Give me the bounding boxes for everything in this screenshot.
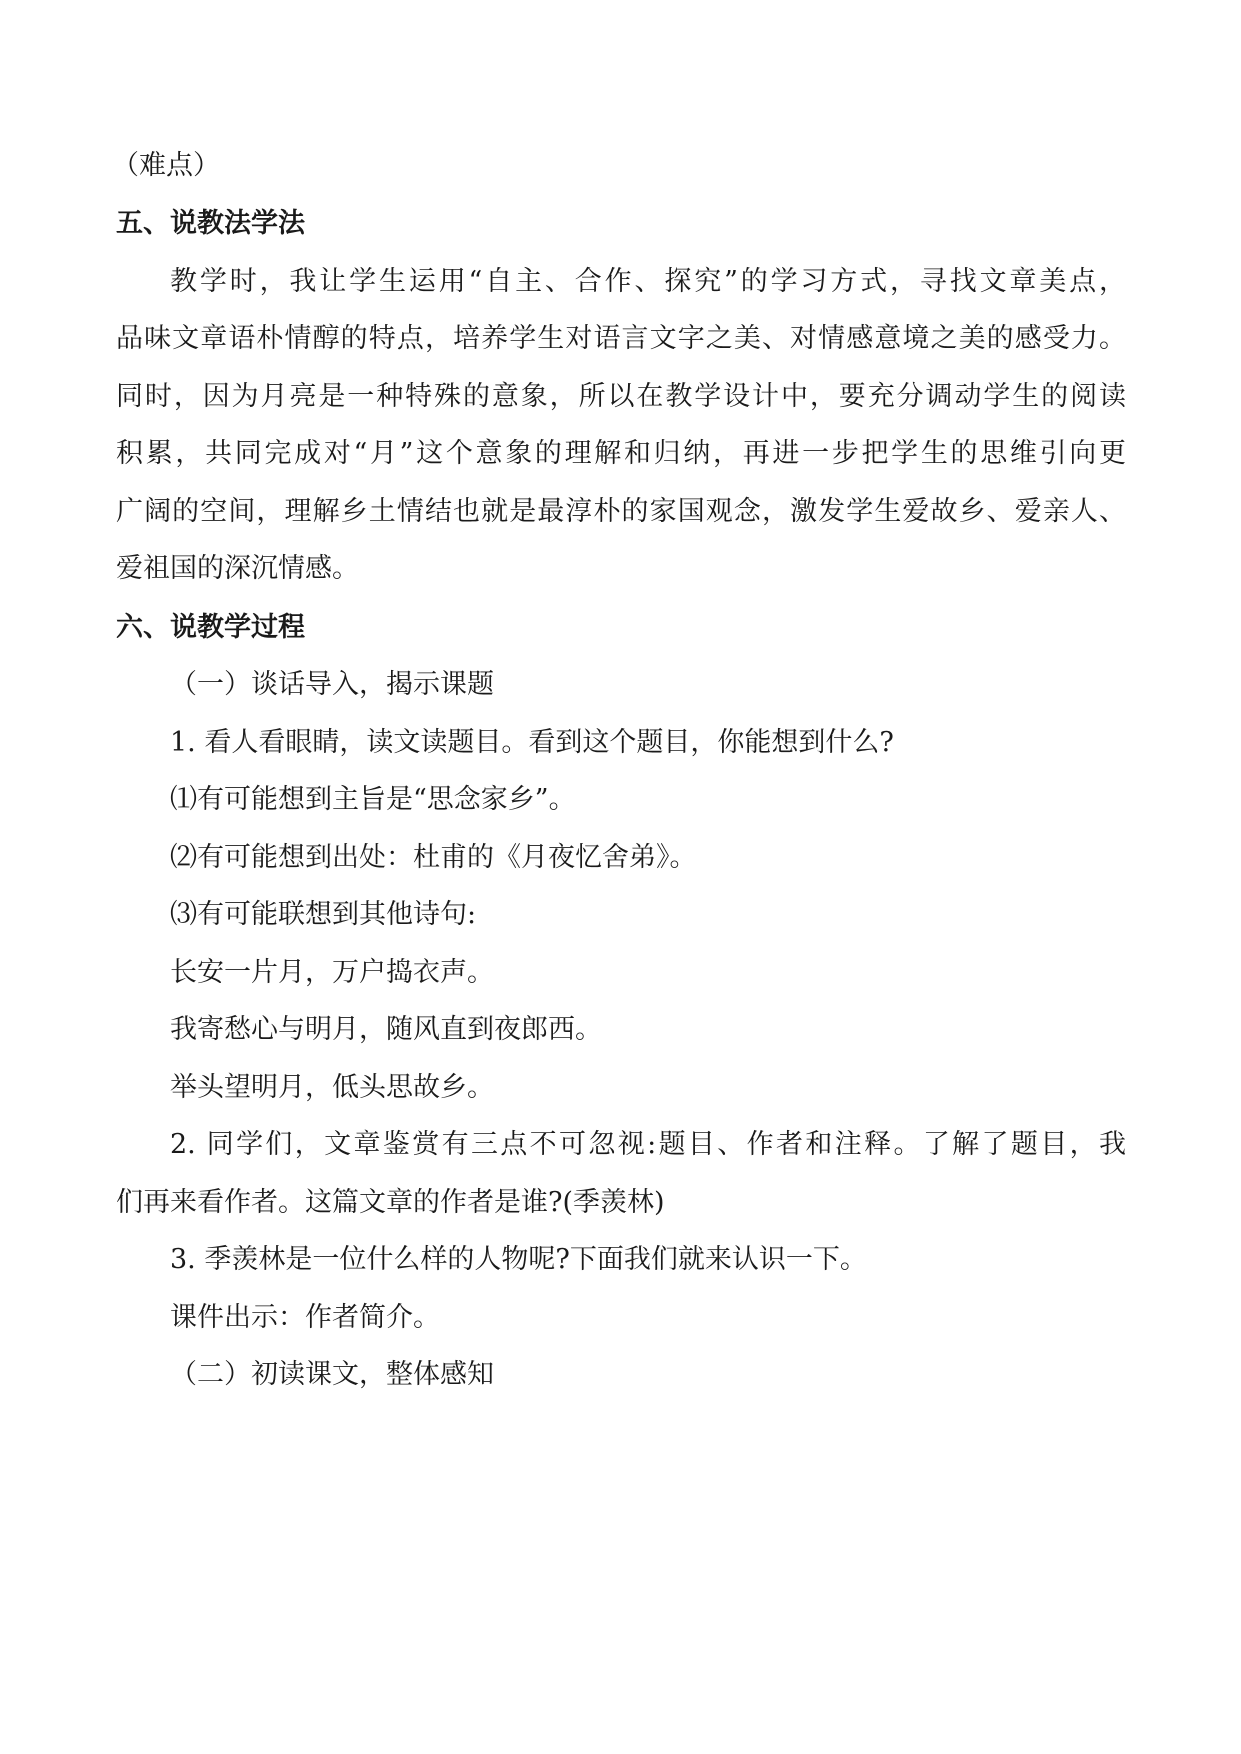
- list-item: 1. 看人看眼睛，读文读题目。看到这个题目，你能想到什么?: [170, 727, 894, 758]
- difficulty-note: （难点）: [112, 150, 220, 181]
- section-6-heading: 六、说教学过程: [116, 612, 305, 643]
- subsection-heading: （一）谈话导入，揭示课题: [170, 669, 494, 700]
- list-item: ⑴有可能想到主旨是“思念家乡”。: [170, 784, 576, 815]
- paragraph-line: 爱祖国的深沉情感。: [116, 553, 359, 584]
- subsection-heading: （二）初读课文，整体感知: [170, 1359, 494, 1390]
- poem-line: 我寄愁心与明月，随风直到夜郎西。: [170, 1014, 602, 1045]
- section-5-heading: 五、说教法学法: [116, 208, 305, 239]
- paragraph-line: 品味文章语朴情醇的特点，培养学生对语言文字之美、对情感意境之美的感受力。: [116, 323, 1126, 354]
- paragraph-line: 广阔的空间，理解乡土情结也就是最淳朴的家国观念，激发学生爱故乡、爱亲人、: [116, 496, 1126, 527]
- list-item: ⑶有可能联想到其他诗句:: [170, 899, 477, 930]
- poem-line: 长安一片月，万户捣衣声。: [170, 957, 494, 988]
- paragraph-line: 教学时，我让学生运用“自主、合作、探究”的学习方式，寻找文章美点，: [170, 266, 1126, 297]
- list-item: 3. 季羡林是一位什么样的人物呢?下面我们就来认识一下。: [170, 1244, 867, 1275]
- paragraph-line: 积累，共同完成对“月”这个意象的理解和归纳，再进一步把学生的思维引向更: [116, 438, 1126, 469]
- paragraph-line: 同时，因为月亮是一种特殊的意象，所以在教学设计中，要充分调动学生的阅读: [116, 381, 1126, 412]
- poem-line: 举头望明月，低头思故乡。: [170, 1072, 494, 1103]
- paragraph-line: 们再来看作者。这篇文章的作者是谁?(季羡林): [116, 1187, 665, 1218]
- paragraph-line: 课件出示：作者简介。: [170, 1302, 440, 1333]
- list-item: 2. 同学们，文章鉴赏有三点不可忽视:题目、作者和注释。了解了题目，我: [170, 1129, 1126, 1160]
- list-item: ⑵有可能想到出处：杜甫的《月夜忆舍弟》。: [170, 842, 697, 873]
